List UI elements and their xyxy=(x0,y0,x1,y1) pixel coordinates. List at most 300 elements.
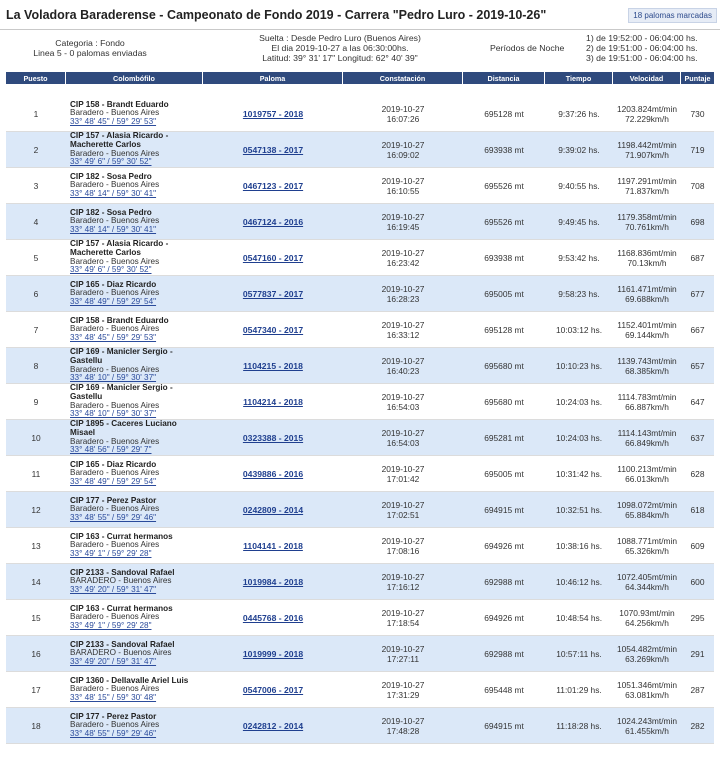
position-cell: 14 xyxy=(31,576,41,587)
fancier-name: CIP 177 - Perez Pastor xyxy=(70,495,157,505)
fancier-cell xyxy=(66,672,203,707)
speed-kmh: 64.344km/h xyxy=(625,581,669,592)
table-row xyxy=(6,600,714,636)
pigeon-cell xyxy=(203,636,343,671)
arrival-date: 2019-10-27 xyxy=(381,643,425,654)
pigeon-cell xyxy=(203,564,343,599)
fancier-name-cont: Macherette Carlos xyxy=(70,247,141,257)
arrival-cell xyxy=(343,708,463,743)
position-cell: 6 xyxy=(33,288,39,299)
pigeon-cell xyxy=(203,708,343,743)
fancier-coords-link[interactable]: 33° 49' 6" / 59° 30' 52" xyxy=(70,157,152,167)
fancier-coords-link[interactable]: 33° 48' 49" / 59° 29' 54" xyxy=(70,476,157,486)
speed-cell xyxy=(613,564,681,599)
pigeon-ring-link[interactable]: 1019984 - 2018 xyxy=(242,576,304,587)
position-cell: 17 xyxy=(31,684,41,695)
fancier-coords-link[interactable]: 33° 48' 15" / 59° 30' 48" xyxy=(70,692,157,702)
distance-cell: 695128 mt xyxy=(484,108,524,119)
speed-kmh: 66.887km/h xyxy=(625,401,669,412)
fancier-name: CIP 169 - Manicler Sergio - xyxy=(70,347,173,357)
arrival-date: 2019-10-27 xyxy=(381,175,425,186)
flight-time-cell: 11:18:28 hs. xyxy=(556,720,602,731)
pigeon-ring-link[interactable]: 0439886 - 2016 xyxy=(242,468,304,479)
pigeon-cell xyxy=(203,420,343,455)
pigeon-ring-link[interactable]: 1019757 - 2018 xyxy=(242,108,304,119)
arrival-cell xyxy=(343,492,463,527)
pigeon-cell xyxy=(203,132,343,167)
position-cell: 1 xyxy=(33,108,39,119)
fancier-name: CIP 177 - Perez Pastor xyxy=(70,711,157,721)
arrival-date: 2019-10-27 xyxy=(381,499,425,510)
marked-count-badge[interactable]: 18 palomas marcadas xyxy=(628,8,717,23)
fancier-name: CIP 169 - Manicler Sergio - xyxy=(70,383,173,393)
points-cell: 628 xyxy=(690,468,705,479)
fancier-location: Baradero - Buenos Aires xyxy=(70,720,160,730)
pigeon-cell xyxy=(203,348,343,383)
release-label: Suelta : Desde Pedro Luro (Buenos Aires) xyxy=(259,33,421,43)
fancier-name: CIP 163 - Currat hermanos xyxy=(70,531,173,541)
fancier-cell xyxy=(66,600,203,635)
points-cell: 618 xyxy=(690,504,705,515)
arrival-cell xyxy=(343,240,463,275)
distance-cell: 695680 mt xyxy=(484,396,524,407)
flight-time-cell: 10:32:51 hs. xyxy=(555,504,603,515)
results-table xyxy=(6,72,714,744)
arrival-cell xyxy=(343,204,463,239)
pigeon-ring-link[interactable]: 0547138 - 2017 xyxy=(242,144,304,155)
flight-time-cell: 10:38:16 hs. xyxy=(555,540,603,551)
arrival-date: 2019-10-27 xyxy=(381,427,425,438)
points-cell: 609 xyxy=(690,540,705,551)
arrival-time: 17:27:11 xyxy=(387,653,419,664)
arrival-cell xyxy=(343,420,463,455)
table-body xyxy=(6,96,714,744)
arrival-date: 2019-10-27 xyxy=(381,247,425,258)
position-cell: 16 xyxy=(31,648,41,659)
fancier-coords-link[interactable]: 33° 48' 49" / 59° 29' 54" xyxy=(70,296,157,306)
arrival-cell xyxy=(343,456,463,491)
fancier-coords-link[interactable]: 33° 48' 14" / 59° 30' 41" xyxy=(70,188,157,198)
speed-kmh: 65.326km/h xyxy=(625,545,669,556)
table-row xyxy=(6,96,714,132)
arrival-time: 17:48:28 xyxy=(386,725,420,736)
fancier-cell xyxy=(66,384,203,419)
fancier-coords-link[interactable]: 33° 48' 56" / 59° 29' 7" xyxy=(70,445,152,455)
speed-mpm: 1152.401mt/min xyxy=(617,319,677,330)
fancier-coords-link[interactable]: 33° 48' 45" / 59° 29' 53" xyxy=(70,116,157,126)
table-row xyxy=(6,420,714,456)
position-cell: 12 xyxy=(31,504,41,515)
arrival-time: 17:01:42 xyxy=(386,473,420,484)
speed-cell xyxy=(613,132,681,167)
fancier-coords-link[interactable]: 33° 48' 45" / 59° 29' 53" xyxy=(70,332,157,342)
fancier-cell xyxy=(66,456,203,491)
arrival-date: 2019-10-27 xyxy=(381,391,425,402)
speed-cell xyxy=(613,168,681,203)
points-cell: 291 xyxy=(690,648,705,659)
pigeon-cell xyxy=(203,168,343,203)
table-row xyxy=(6,168,714,204)
speed-cell xyxy=(613,636,681,671)
table-header xyxy=(6,72,714,84)
race-info xyxy=(0,29,720,69)
fancier-location: Baradero - Buenos Aires xyxy=(70,324,160,334)
points-cell: 687 xyxy=(690,252,705,263)
position-cell: 9 xyxy=(33,396,39,407)
fancier-cell xyxy=(66,348,203,383)
pigeon-cell xyxy=(203,672,343,707)
arrival-time: 16:09:02 xyxy=(386,149,420,160)
flight-time-cell: 9:53:42 hs. xyxy=(558,252,600,263)
arrival-time: 16:54:03 xyxy=(386,437,420,448)
arrival-time: 16:07:26 xyxy=(386,113,420,124)
points-cell: 287 xyxy=(690,684,705,695)
distance-cell: 693938 mt xyxy=(484,252,524,263)
fancier-name: CIP 157 - Alasia Ricardo - xyxy=(70,239,169,249)
arrival-date: 2019-10-27 xyxy=(381,211,425,222)
position-cell: 10 xyxy=(31,432,41,443)
arrival-cell xyxy=(343,600,463,635)
arrival-cell xyxy=(343,564,463,599)
flight-time-cell: 10:03:12 hs. xyxy=(555,324,603,335)
fancier-name-cont: Misael xyxy=(70,427,96,437)
speed-mpm: 1051.346mt/min xyxy=(616,679,678,690)
speed-kmh: 65.884km/h xyxy=(625,509,669,520)
arrival-cell xyxy=(343,384,463,419)
table-row xyxy=(6,492,714,528)
flight-time-cell: 10:24:03 hs. xyxy=(555,432,603,443)
fancier-cell xyxy=(66,312,203,347)
pigeon-ring-link[interactable]: 0577837 - 2017 xyxy=(242,288,304,299)
flight-time-cell: 10:48:54 hs. xyxy=(555,612,603,623)
speed-cell xyxy=(613,96,681,131)
speed-cell xyxy=(613,456,681,491)
distance-cell: 694926 mt xyxy=(484,612,524,623)
distance-cell: 695281 mt xyxy=(484,432,524,443)
arrival-date: 2019-10-27 xyxy=(381,463,425,474)
speed-mpm: 1114.143mt/min xyxy=(617,427,677,438)
arrival-date: 2019-10-27 xyxy=(381,535,425,546)
fancier-location: Baradero - Buenos Aires xyxy=(70,436,160,446)
pigeon-cell xyxy=(203,600,343,635)
points-cell: 708 xyxy=(690,180,705,191)
arrival-cell xyxy=(343,96,463,131)
header-fancier[interactable]: Colombófilo xyxy=(66,72,203,84)
flight-time-cell: 11:01:29 hs. xyxy=(556,684,602,695)
arrival-time: 17:18:54 xyxy=(386,617,420,628)
arrival-cell xyxy=(343,348,463,383)
position-cell: 7 xyxy=(33,324,39,335)
arrival-time: 16:33:12 xyxy=(386,329,420,340)
points-cell: 600 xyxy=(690,576,705,587)
fancier-location: Baradero - Buenos Aires xyxy=(70,504,160,514)
fancier-cell xyxy=(66,636,203,671)
distance-cell: 693938 mt xyxy=(484,144,524,155)
fancier-cell xyxy=(66,492,203,527)
speed-mpm: 1070.93mt/min xyxy=(619,607,675,618)
fancier-coords-link[interactable]: 33° 48' 55" / 59° 29' 46" xyxy=(70,728,157,738)
line-label: Linea 5 - 0 palomas enviadas xyxy=(33,48,147,58)
fancier-coords-link[interactable]: 33° 48' 55" / 59° 29' 46" xyxy=(70,512,157,522)
header-distance[interactable]: Distancia xyxy=(463,72,545,84)
arrival-date: 2019-10-27 xyxy=(381,283,425,294)
pigeon-ring-link[interactable]: 0445768 - 2016 xyxy=(242,612,304,623)
distance-cell: 695526 mt xyxy=(484,180,524,191)
speed-cell xyxy=(613,528,681,563)
night-periods xyxy=(586,33,698,63)
position-cell: 18 xyxy=(31,720,41,731)
distance-cell: 694915 mt xyxy=(484,720,524,731)
distance-cell: 692988 mt xyxy=(484,648,524,659)
fancier-location: Baradero - Buenos Aires xyxy=(70,364,160,374)
arrival-time: 17:16:12 xyxy=(386,581,420,592)
pigeon-ring-link[interactable]: 0547160 - 2017 xyxy=(242,252,304,263)
arrival-date: 2019-10-27 xyxy=(381,607,425,618)
fancier-location: Baradero - Buenos Aires xyxy=(70,256,160,266)
fancier-name: CIP 163 - Currat hermanos xyxy=(70,603,173,613)
speed-mpm: 1114.783mt/min xyxy=(617,391,677,402)
points-cell: 637 xyxy=(690,432,705,443)
distance-cell: 692988 mt xyxy=(484,576,524,587)
arrival-cell xyxy=(343,672,463,707)
fancier-coords-link[interactable]: 33° 48' 10" / 59° 30' 37" xyxy=(70,409,157,419)
speed-kmh: 71.907km/h xyxy=(625,149,669,160)
speed-mpm: 1161.471mt/min xyxy=(617,283,677,294)
fancier-location: Baradero - Buenos Aires xyxy=(70,400,160,410)
header-spacer xyxy=(6,84,714,96)
speed-cell xyxy=(613,708,681,743)
pigeon-cell xyxy=(203,384,343,419)
arrival-cell xyxy=(343,636,463,671)
fancier-name: CIP 2133 - Sandoval Rafael xyxy=(70,639,175,649)
header-points[interactable]: Puntaje xyxy=(684,73,711,83)
distance-cell: 694926 mt xyxy=(484,540,524,551)
pigeon-ring-link[interactable]: 0467124 - 2016 xyxy=(242,216,304,227)
speed-kmh: 68.385km/h xyxy=(625,365,669,376)
distance-cell: 695526 mt xyxy=(484,216,524,227)
arrival-time: 16:40:23 xyxy=(386,365,420,376)
speed-kmh: 69.688km/h xyxy=(625,293,669,304)
speed-mpm: 1139.743mt/min xyxy=(617,355,677,366)
points-cell: 647 xyxy=(690,396,705,407)
table-row xyxy=(6,528,714,564)
speed-cell xyxy=(613,312,681,347)
fancier-location: Baradero - Buenos Aires xyxy=(70,684,160,694)
pigeon-cell xyxy=(203,96,343,131)
position-cell: 8 xyxy=(33,360,39,371)
fancier-cell xyxy=(66,708,203,743)
speed-kmh: 61.455km/h xyxy=(625,725,669,736)
speed-kmh: 63.081km/h xyxy=(625,689,669,700)
distance-cell: 695005 mt xyxy=(484,468,524,479)
pigeon-cell xyxy=(203,528,343,563)
points-cell: 719 xyxy=(690,144,705,155)
fancier-location: Baradero - Buenos Aires xyxy=(70,180,160,190)
fancier-location: BARADERO - Buenos Aires xyxy=(70,576,172,586)
night-period: 3) de 19:51:00 - 06:04:00 hs. xyxy=(586,53,698,63)
fancier-coords-link[interactable]: 33° 48' 14" / 59° 30' 41" xyxy=(70,224,157,234)
table-row xyxy=(6,204,714,240)
arrival-cell xyxy=(343,168,463,203)
pigeon-ring-link[interactable]: 0242809 - 2014 xyxy=(242,504,304,515)
category-label: Categoria : Fondo xyxy=(55,38,125,48)
header-speed[interactable]: Velocidad xyxy=(613,72,681,84)
position-cell: 3 xyxy=(33,180,39,191)
points-cell: 677 xyxy=(690,288,705,299)
points-cell: 667 xyxy=(690,324,705,335)
table-row xyxy=(6,672,714,708)
flight-time-cell: 10:10:23 hs. xyxy=(555,360,603,371)
pigeon-ring-link[interactable]: 1019999 - 2018 xyxy=(242,648,304,659)
fancier-coords-link[interactable]: 33° 48' 10" / 59° 30' 37" xyxy=(70,373,157,383)
speed-kmh: 70.13km/h xyxy=(627,257,667,268)
speed-kmh: 66.013km/h xyxy=(625,473,669,484)
speed-kmh: 64.256km/h xyxy=(625,617,669,628)
arrival-date: 2019-10-27 xyxy=(381,103,425,114)
fancier-coords-link[interactable]: 33° 49' 1" / 59° 29' 28" xyxy=(70,620,152,630)
pigeon-cell xyxy=(203,456,343,491)
fancier-coords-link[interactable]: 33° 49' 20" / 59° 31' 47" xyxy=(70,656,157,666)
flight-time-cell: 9:58:23 hs. xyxy=(558,288,600,299)
speed-cell xyxy=(613,204,681,239)
speed-mpm: 1100.213mt/min xyxy=(617,463,677,474)
distance-cell: 695448 mt xyxy=(484,684,524,695)
pigeon-ring-link[interactable]: 0242812 - 2014 xyxy=(242,720,304,731)
fancier-name: CIP 157 - Alasia Ricardo - xyxy=(70,131,169,141)
release-info xyxy=(240,33,440,63)
pigeon-ring-link[interactable]: 1104141 - 2018 xyxy=(243,540,303,551)
arrival-cell xyxy=(343,528,463,563)
speed-kmh: 70.761km/h xyxy=(625,221,669,232)
position-cell: 2 xyxy=(33,144,39,155)
speed-mpm: 1203.824mt/min xyxy=(616,103,678,114)
night-period: 1) de 19:52:00 - 06:04:00 hs. xyxy=(586,33,698,43)
fancier-name: CIP 2133 - Sandoval Rafael xyxy=(70,567,175,577)
arrival-time: 16:28:23 xyxy=(386,293,420,304)
arrival-time: 16:23:42 xyxy=(386,257,420,268)
fancier-location: Baradero - Buenos Aires xyxy=(70,612,160,622)
arrival-date: 2019-10-27 xyxy=(381,319,425,330)
position-cell: 4 xyxy=(33,216,39,227)
fancier-name: CIP 165 - Diaz Ricardo xyxy=(70,459,157,469)
fancier-location: Baradero - Buenos Aires xyxy=(70,108,160,118)
speed-mpm: 1098.072mt/min xyxy=(616,499,678,510)
arrival-date: 2019-10-27 xyxy=(381,715,425,726)
pigeon-ring-link[interactable]: 0547006 - 2017 xyxy=(242,684,304,695)
speed-mpm: 1197.291mt/min xyxy=(617,175,677,186)
table-row xyxy=(6,240,714,276)
pigeon-ring-link[interactable]: 0323388 - 2015 xyxy=(242,432,304,443)
speed-cell xyxy=(613,384,681,419)
pigeon-cell xyxy=(203,240,343,275)
position-cell: 5 xyxy=(33,252,39,263)
fancier-location: Baradero - Buenos Aires xyxy=(70,148,160,158)
table-row xyxy=(6,348,714,384)
arrival-date: 2019-10-27 xyxy=(381,679,425,690)
header-arrival[interactable]: Constatación xyxy=(343,72,463,84)
arrival-time: 17:31:29 xyxy=(386,689,420,700)
speed-mpm: 1198.442mt/min xyxy=(617,139,677,150)
arrival-cell xyxy=(343,132,463,167)
table-row xyxy=(6,708,714,744)
header-position[interactable]: Puesto xyxy=(6,72,66,84)
points-cell: 282 xyxy=(690,720,705,731)
pigeon-cell xyxy=(203,204,343,239)
arrival-date: 2019-10-27 xyxy=(381,355,425,366)
page-title: La Voladora Baraderense - Campeonato de Fondo 2019 - Carrera "Pedro Luro - 2019-10-26" xyxy=(6,8,547,22)
pigeon-cell xyxy=(203,492,343,527)
release-time: El dia 2019-10-27 a las 06:30:00hs. xyxy=(271,43,409,53)
points-cell: 295 xyxy=(690,612,705,623)
arrival-date: 2019-10-27 xyxy=(381,139,425,150)
table-row xyxy=(6,456,714,492)
header-time[interactable]: Tiempo xyxy=(545,72,613,84)
arrival-time: 17:02:51 xyxy=(386,509,420,520)
arrival-cell xyxy=(343,312,463,347)
flight-time-cell: 10:31:42 hs. xyxy=(555,468,603,479)
speed-cell xyxy=(613,672,681,707)
header-pigeon[interactable]: Paloma xyxy=(203,72,343,84)
flight-time-cell: 10:46:12 hs. xyxy=(555,576,603,587)
speed-kmh: 63.269km/h xyxy=(625,653,669,664)
fancier-name-cont: Macherette Carlos xyxy=(70,139,141,149)
fancier-name: CIP 158 - Brandt Eduardo xyxy=(70,99,169,109)
position-cell: 13 xyxy=(31,540,41,551)
fancier-name: CIP 165 - Diaz Ricardo xyxy=(70,279,157,289)
fancier-cell xyxy=(66,564,203,599)
pigeon-ring-link[interactable]: 0467123 - 2017 xyxy=(242,180,304,191)
night-periods-label: Períodos de Noche xyxy=(490,43,565,53)
pigeon-ring-link[interactable]: 1104214 - 2018 xyxy=(243,396,303,407)
fancier-location: BARADERO - Buenos Aires xyxy=(70,648,172,658)
speed-kmh: 69.144km/h xyxy=(625,329,669,340)
category-info xyxy=(30,38,150,58)
fancier-cell xyxy=(66,168,203,203)
points-cell: 698 xyxy=(690,216,705,227)
flight-time-cell: 10:24:03 hs. xyxy=(555,396,603,407)
fancier-coords-link[interactable]: 33° 49' 20" / 59° 31' 47" xyxy=(70,584,157,594)
position-cell: 11 xyxy=(31,468,41,479)
fancier-cell xyxy=(66,528,203,563)
fancier-coords-link[interactable]: 33° 49' 1" / 59° 29' 28" xyxy=(70,548,152,558)
flight-time-cell: 9:40:55 hs. xyxy=(558,180,600,191)
fancier-name: CIP 182 - Sosa Pedro xyxy=(70,207,152,217)
pigeon-ring-link[interactable]: 1104215 - 2018 xyxy=(243,360,303,371)
fancier-name-cont: Gastellu xyxy=(70,355,103,365)
distance-cell: 694915 mt xyxy=(484,504,524,515)
title-bar xyxy=(0,0,720,30)
fancier-cell xyxy=(66,204,203,239)
fancier-name-cont: Gastellu xyxy=(70,391,103,401)
arrival-time: 16:10:55 xyxy=(386,185,420,196)
pigeon-cell xyxy=(203,312,343,347)
fancier-cell xyxy=(66,240,203,275)
table-row xyxy=(6,564,714,600)
release-coords: Latitud: 39° 31' 17" Longitud: 62° 40' 39" xyxy=(262,53,418,63)
distance-cell: 695128 mt xyxy=(484,324,524,335)
fancier-coords-link[interactable]: 33° 49' 6" / 59° 30' 52" xyxy=(70,265,152,275)
pigeon-ring-link[interactable]: 0547340 - 2017 xyxy=(242,324,304,335)
speed-cell xyxy=(613,348,681,383)
flight-time-cell: 10:57:11 hs. xyxy=(556,648,602,659)
speed-kmh: 66.849km/h xyxy=(625,437,669,448)
speed-cell xyxy=(613,276,681,311)
pigeon-cell xyxy=(203,276,343,311)
table-row xyxy=(6,276,714,312)
arrival-cell xyxy=(343,276,463,311)
flight-time-cell: 9:39:02 hs. xyxy=(558,144,600,155)
fancier-name: CIP 182 - Sosa Pedro xyxy=(70,171,152,181)
